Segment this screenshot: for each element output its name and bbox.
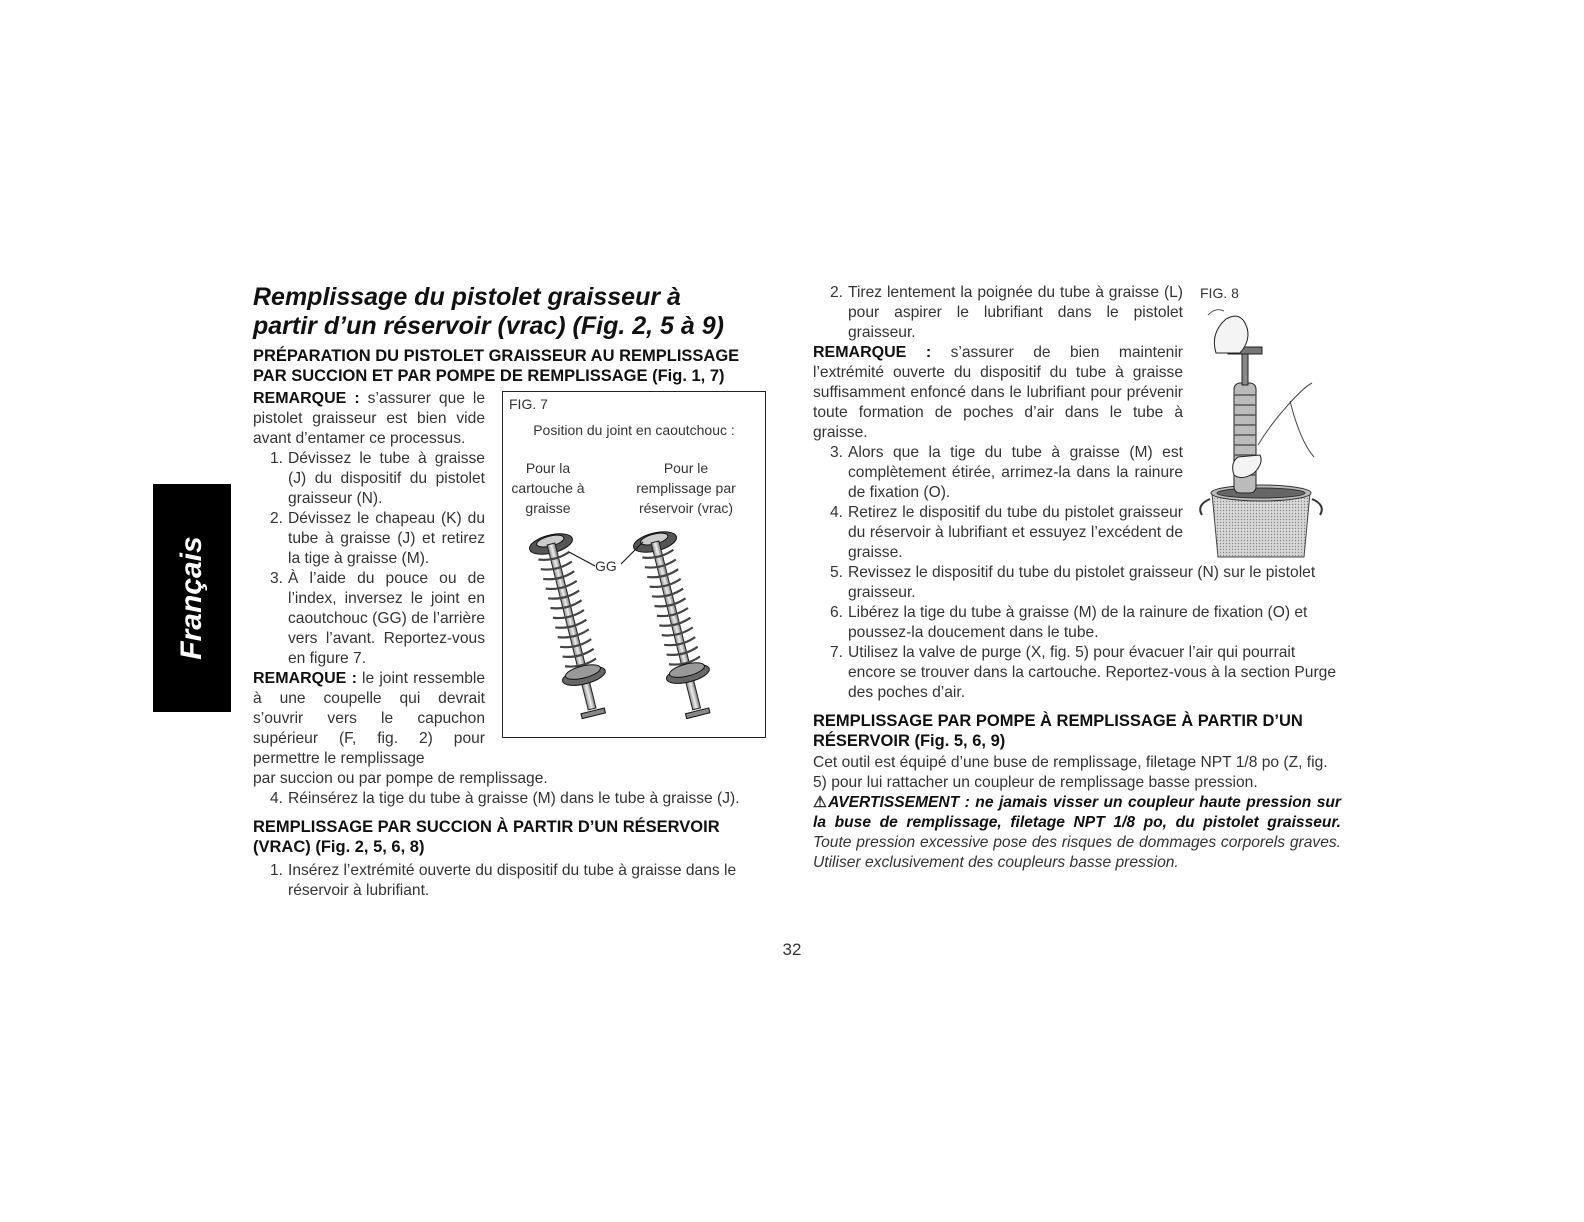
step-number: 6. (829, 604, 843, 621)
fig7-caption: Position du joint en caoutchouc : (533, 422, 735, 438)
list-item (813, 443, 1183, 503)
warning (813, 793, 1341, 873)
figure-7 (502, 391, 766, 738)
step-number: 1. (269, 450, 283, 467)
right-note-label: REMARQUE : (813, 344, 932, 361)
step-text: Réinsérez la tige du tube à graisse (M) dans le tube à graisse (J). (288, 790, 740, 807)
right-note (813, 343, 1183, 443)
step-text: Alors que la tige du tube à graisse (M) est complètement étirée, arrimez-la dans la rainure de fixation (O). (848, 444, 1183, 501)
note2-label: REMARQUE : (253, 670, 357, 687)
list-item (813, 603, 1341, 643)
right-narrow-block (813, 283, 1183, 563)
step-number: 2. (269, 510, 283, 527)
note2 (253, 669, 485, 769)
section3-heading: REMPLISSAGE PAR POMPE À REMPLISSAGE À PARTIR D’UN RÉSERVOIR (Fig. 5, 6, 9) (813, 712, 1303, 750)
fig7-callout-gg: GG (595, 558, 617, 574)
note2-text: le joint ressemble à une coupelle qui devrait s’ouvrir vers le capuchon supérieur (F, fig. 2) pour permettre le remplissage (253, 670, 486, 767)
step-number: 4. (829, 504, 843, 521)
step-text: Revissez le dispositif du tube du pistolet graisseur (N) sur le pistolet graisseur. (848, 564, 1316, 601)
note2-continued: par succion ou par pompe de remplissage. (253, 770, 548, 787)
fig8-label: FIG. 8 (1200, 285, 1239, 301)
warning-bold: AVERTISSEMENT : ne jamais visser un coupleur haute pression sur la buse de remplissage, filetage NPT 1/8 po, du pistolet graisseur. (813, 794, 1341, 831)
warning-text: Toute pression excessive pose des risques de dommages corporels graves. Utiliser exclusivement des coupleurs basse pression. (813, 834, 1341, 871)
step-number: 7. (829, 644, 843, 661)
page-number: 32 (782, 940, 802, 959)
section2-heading: REMPLISSAGE PAR SUCCION À PARTIR D’UN RÉSERVOIR (VRAC) (Fig. 2, 5, 6, 8) (253, 818, 720, 856)
note1-text: s’assurer que le pistolet graisseur est bien vide avant d’entamer ce processus. (253, 390, 485, 447)
list-item (253, 861, 775, 901)
fig7-label: FIG. 7 (509, 396, 548, 412)
step-text: Utilisez la valve de purge (X, fig. 5) pour évacuer l’air qui pourrait encore se trouver dans la cartouche. Reportez-vous à la section Purge des poches d’air. (848, 644, 1337, 701)
fig7-left-line: cartouche à (511, 480, 585, 496)
section3-text: Cet outil est équipé d’une buse de remplissage, filetage NPT 1/8 po (Z, fig. 5) pour lui rattacher un coupleur de remplissage basse pression. (813, 754, 1328, 791)
step-text: Dévissez le chapeau (K) du tube à graisse (J) et retirez la tige à graisse (M). (288, 510, 485, 567)
section1-heading: PRÉPARATION DU PISTOLET GRAISSEUR AU REMPLISSAGE PAR SUCCION ET PAR POMPE DE REMPLISSAGE (Fig. 1, 7) (253, 347, 740, 385)
step-number: 2. (829, 284, 843, 301)
section1-narrow-block (253, 389, 485, 769)
right-note-text: s’assurer de bien maintenir l’extrémité ouverte du dispositif du tube à graisse suffisamment enfoncé dans le lubrifiant pour prévenir toute formation de poches d’air dans le tube à graisse. (813, 344, 1183, 441)
list-item (253, 509, 485, 569)
list-item (813, 563, 1341, 603)
fig8-illustration (1198, 305, 1333, 560)
language-tab (153, 484, 231, 712)
step-number: 4. (269, 790, 283, 807)
page-title (253, 283, 775, 341)
note1-label: REMARQUE : (253, 390, 360, 407)
list-item (813, 643, 1341, 703)
step-text: À l’aide du pouce ou de l’index, inversez le joint en caoutchouc (GG) de l’arrière vers l’avant. Reportez-vous en figure 7. (288, 570, 485, 667)
list-item (253, 789, 775, 809)
warning-icon: ⚠ (813, 794, 829, 811)
step-text: Tirez lentement la poignée du tube à graisse (L) pour aspirer le lubrifiant dans le pistolet graisseur. (848, 284, 1183, 341)
note1 (253, 389, 485, 449)
fig7-illustration (503, 392, 765, 737)
fig7-left-line: graisse (525, 500, 571, 516)
step-text: Dévissez le tube à graisse (J) du dispositif du pistolet graisseur (N). (288, 450, 485, 507)
fig7-right-line: réservoir (vrac) (638, 500, 734, 516)
fig7-right-line: Pour le (663, 460, 709, 476)
step-text: Insérez l’extrémité ouverte du dispositif du tube à graisse dans le réservoir à lubrifiant. (288, 862, 737, 899)
step-number: 5. (829, 564, 843, 581)
list-item (253, 449, 485, 509)
list-item (813, 283, 1183, 343)
step-number: 1. (269, 862, 283, 879)
list-item (253, 569, 485, 669)
title-line1: Remplissage du pistolet graisseur à (253, 283, 681, 311)
title-line2: partir d’un réservoir (vrac) (Fig. 2, 5 à 9) (253, 312, 724, 340)
list-item (813, 503, 1183, 563)
step-number: 3. (269, 570, 283, 587)
step-text: Retirez le dispositif du tube du pistolet graisseur du réservoir à lubrifiant et essuyez l’excédent de graisse. (848, 504, 1183, 561)
fig7-right-line: remplissage par (636, 480, 736, 496)
step-text: Libérez la tige du tube à graisse (M) de la rainure de fixation (O) et poussez-la doucement dans le tube. (848, 604, 1308, 641)
language-tab-label: Français (175, 536, 208, 660)
fig7-left-line: Pour la (525, 460, 571, 476)
step-number: 3. (829, 444, 843, 461)
